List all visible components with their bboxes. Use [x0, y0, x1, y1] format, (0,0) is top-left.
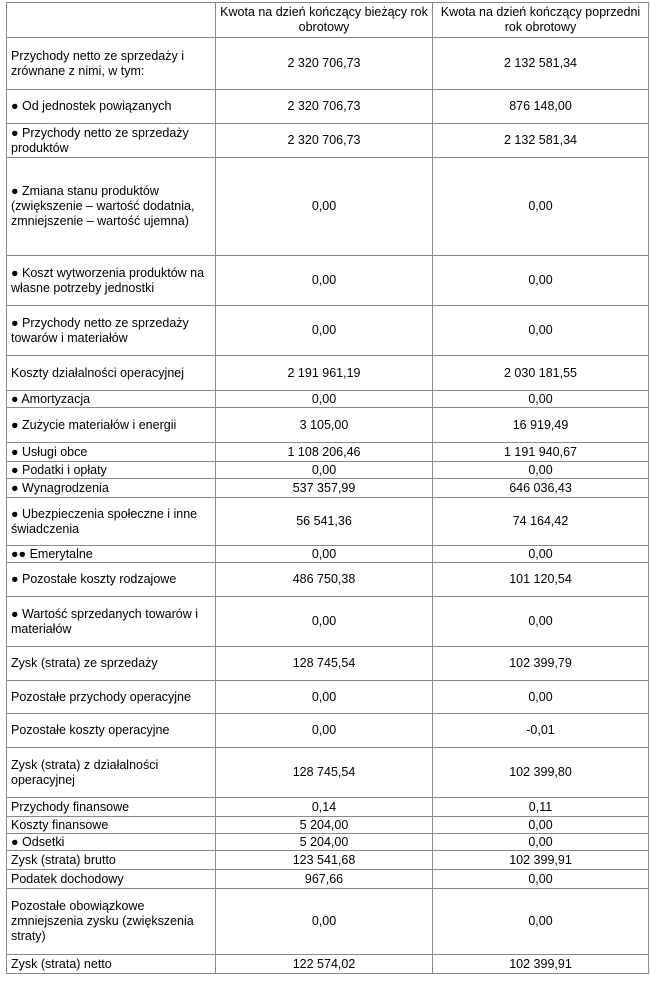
row-previous-value: 0,11: [433, 798, 649, 817]
table-row: [7, 408, 649, 443]
row-current-value: 2 320 706,73: [216, 124, 433, 158]
row-previous-value: 0,00: [433, 391, 649, 408]
row-previous-value: 0,00: [433, 546, 649, 563]
table-row: [7, 90, 649, 124]
row-label: ● Usługi obce: [7, 443, 216, 462]
row-label: Przychody finansowe: [7, 798, 216, 817]
row-current-value: 56 541,36: [216, 498, 433, 546]
row-current-value: 122 574,02: [216, 955, 433, 974]
row-label: ● Od jednostek powiązanych: [7, 90, 216, 124]
table-row: [7, 851, 649, 870]
row-previous-value: 1 191 940,67: [433, 443, 649, 462]
row-label: Zysk (strata) ze sprzedaży: [7, 647, 216, 681]
table-row: [7, 597, 649, 647]
income-statement-table: [6, 2, 649, 974]
row-current-value: 967,66: [216, 870, 433, 889]
row-label: Zysk (strata) netto: [7, 955, 216, 974]
row-label: ● Przychody netto ze sprzedaży towarów i materiałów: [7, 306, 216, 356]
header-previous-year: Kwota na dzień kończący poprzedni rok obrotowy: [433, 3, 649, 38]
row-label: ● Koszt wytworzenia produktów na własne potrzeby jednostki: [7, 256, 216, 306]
table-row: [7, 498, 649, 546]
row-label: ●● Emerytalne: [7, 546, 216, 563]
row-label: ● Zużycie materiałów i energii: [7, 408, 216, 443]
row-previous-value: 102 399,91: [433, 955, 649, 974]
row-previous-value: 0,00: [433, 870, 649, 889]
row-label: ● Pozostałe koszty rodzajowe: [7, 563, 216, 597]
row-label: Zysk (strata) brutto: [7, 851, 216, 870]
row-current-value: 3 105,00: [216, 408, 433, 443]
row-current-value: 2 320 706,73: [216, 90, 433, 124]
row-previous-value: 74 164,42: [433, 498, 649, 546]
row-label: ● Ubezpieczenia społeczne i inne świadczenia: [7, 498, 216, 546]
table-row: [7, 714, 649, 748]
row-current-value: 537 357,99: [216, 479, 433, 498]
row-current-value: 0,00: [216, 681, 433, 714]
table-row: [7, 681, 649, 714]
row-current-value: 0,00: [216, 889, 433, 955]
row-current-value: 0,00: [216, 462, 433, 479]
row-previous-value: 0,00: [433, 889, 649, 955]
row-previous-value: 0,00: [433, 256, 649, 306]
row-previous-value: 876 148,00: [433, 90, 649, 124]
header-row: [7, 3, 649, 38]
row-label: Przychody netto ze sprzedaży i zrównane z nimi, w tym:: [7, 38, 216, 90]
row-previous-value: 0,00: [433, 834, 649, 851]
row-previous-value: 102 399,80: [433, 748, 649, 798]
row-label: ● Wynagrodzenia: [7, 479, 216, 498]
row-label: ● Wartość sprzedanych towarów i materiałów: [7, 597, 216, 647]
table-row: [7, 443, 649, 462]
header-blank-cell: [7, 3, 216, 38]
table-row: [7, 546, 649, 563]
row-label: Pozostałe przychody operacyjne: [7, 681, 216, 714]
table-row: [7, 798, 649, 817]
row-current-value: 486 750,38: [216, 563, 433, 597]
row-current-value: 1 108 206,46: [216, 443, 433, 462]
row-label: ● Zmiana stanu produktów (zwiększenie – wartość dodatnia, zmniejszenie – wartość ujemna): [7, 158, 216, 256]
row-previous-value: 102 399,91: [433, 851, 649, 870]
row-current-value: 5 204,00: [216, 834, 433, 851]
row-current-value: 128 745,54: [216, 647, 433, 681]
row-label: ● Amortyzacja: [7, 391, 216, 408]
table-row: [7, 870, 649, 889]
row-label: ● Przychody netto ze sprzedaży produktów: [7, 124, 216, 158]
row-current-value: 2 191 961,19: [216, 356, 433, 391]
row-previous-value: 0,00: [433, 597, 649, 647]
row-previous-value: 102 399,79: [433, 647, 649, 681]
table-row: [7, 834, 649, 851]
table-row: [7, 479, 649, 498]
table-row: [7, 256, 649, 306]
row-previous-value: 16 919,49: [433, 408, 649, 443]
row-previous-value: 2 030 181,55: [433, 356, 649, 391]
table-row: [7, 817, 649, 834]
row-previous-value: 646 036,43: [433, 479, 649, 498]
row-previous-value: 0,00: [433, 462, 649, 479]
row-previous-value: 101 120,54: [433, 563, 649, 597]
row-label: Koszty działalności operacyjnej: [7, 356, 216, 391]
row-previous-value: 0,00: [433, 306, 649, 356]
row-current-value: 0,00: [216, 714, 433, 748]
row-current-value: 123 541,68: [216, 851, 433, 870]
table-body: [7, 38, 649, 974]
table-row: [7, 955, 649, 974]
table-row: [7, 647, 649, 681]
row-label: Koszty finansowe: [7, 817, 216, 834]
row-label: ● Odsetki: [7, 834, 216, 851]
row-current-value: 0,00: [216, 306, 433, 356]
table-row: [7, 462, 649, 479]
row-current-value: 0,00: [216, 256, 433, 306]
row-current-value: 0,00: [216, 546, 433, 563]
table-row: [7, 356, 649, 391]
row-previous-value: -0,01: [433, 714, 649, 748]
row-previous-value: 2 132 581,34: [433, 124, 649, 158]
table-row: [7, 124, 649, 158]
row-previous-value: 0,00: [433, 158, 649, 256]
table-row: [7, 158, 649, 256]
row-label: Pozostałe koszty operacyjne: [7, 714, 216, 748]
row-current-value: 2 320 706,73: [216, 38, 433, 90]
row-previous-value: 0,00: [433, 681, 649, 714]
table-row: [7, 38, 649, 90]
row-label: Zysk (strata) z działalności operacyjnej: [7, 748, 216, 798]
table-row: [7, 889, 649, 955]
row-current-value: 5 204,00: [216, 817, 433, 834]
row-label: Pozostałe obowiązkowe zmniejszenia zysku (zwiększenia straty): [7, 889, 216, 955]
table-row: [7, 391, 649, 408]
table-row: [7, 306, 649, 356]
row-current-value: 0,00: [216, 391, 433, 408]
row-label: ● Podatki i opłaty: [7, 462, 216, 479]
row-current-value: 0,00: [216, 158, 433, 256]
row-current-value: 0,00: [216, 597, 433, 647]
row-label: Podatek dochodowy: [7, 870, 216, 889]
row-previous-value: 0,00: [433, 817, 649, 834]
table-row: [7, 563, 649, 597]
row-current-value: 128 745,54: [216, 748, 433, 798]
row-previous-value: 2 132 581,34: [433, 38, 649, 90]
row-current-value: 0,14: [216, 798, 433, 817]
table-row: [7, 748, 649, 798]
header-current-year: Kwota na dzień kończący bieżący rok obrotowy: [216, 3, 433, 38]
